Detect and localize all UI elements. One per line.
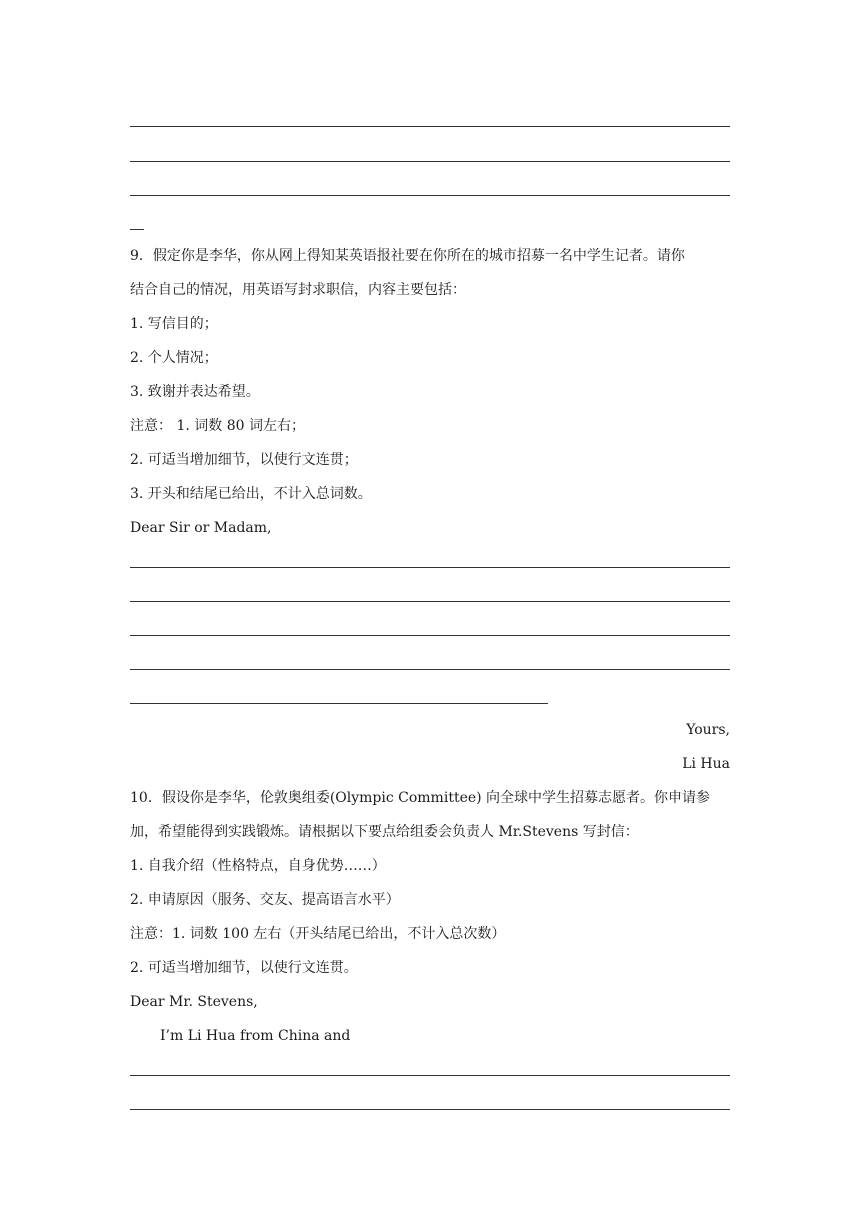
q9-prompt-line1: 9．假定你是李华，你从网上得知某英语报社要在你所在的城市招募一名中学生记者。请你 <box>130 248 685 264</box>
q9-note-1: 注意： 1. 词数 80 词左右； <box>130 418 305 434</box>
q9-signature: Li Hua <box>682 756 730 772</box>
q9-note-2: 2. 可适当增加细节，以使行文连贯； <box>130 452 358 468</box>
document-page <box>130 0 730 1216</box>
q10-note-2: 2. 可适当增加细节，以使行文连贯。 <box>130 960 358 976</box>
q9-salutation: Dear Sir or Madam, <box>130 520 272 536</box>
answer-line <box>130 567 730 568</box>
answer-line <box>130 195 730 196</box>
q10-opening: I’m Li Hua from China and <box>160 1028 351 1044</box>
q10-prompt-line2: 加，希望能得到实践锻炼。请根据以下要点给组委会负责人 Mr.Stevens 写封信： <box>130 824 639 840</box>
answer-line <box>130 669 730 670</box>
q9-point-2: 2. 个人情况； <box>130 350 218 366</box>
q10-point-2: 2. 申请原因（服务、交友、提高语言水平） <box>130 892 400 908</box>
answer-line <box>130 635 730 636</box>
q10-prompt-line1: 10．假设你是李华，伦敦奥组委(Olympic Committee) 向全球中学生招募志愿者。你申请参 <box>130 790 711 806</box>
q9-point-3: 3. 致谢并表达希望。 <box>130 384 260 400</box>
q10-salutation: Dear Mr. Stevens, <box>130 994 258 1010</box>
answer-line <box>130 126 730 127</box>
answer-line <box>130 1109 730 1110</box>
q9-closing: Yours, <box>686 722 730 738</box>
q9-note-3: 3. 开头和结尾已给出，不计入总词数。 <box>130 486 372 502</box>
q10-point-1: 1. 自我介绍（性格特点，自身优势……） <box>130 858 386 874</box>
answer-line <box>130 161 730 162</box>
q9-point-1: 1. 写信目的； <box>130 316 218 332</box>
answer-line-end <box>130 229 144 230</box>
answer-line <box>130 1075 730 1076</box>
q10-note-1: 注意：1. 词数 100 左右（开头结尾已给出，不计入总次数） <box>130 926 506 942</box>
answer-line <box>130 601 730 602</box>
q9-prompt-line2: 结合自己的情况，用英语写封求职信，内容主要包括： <box>130 282 466 298</box>
answer-line <box>130 703 548 704</box>
